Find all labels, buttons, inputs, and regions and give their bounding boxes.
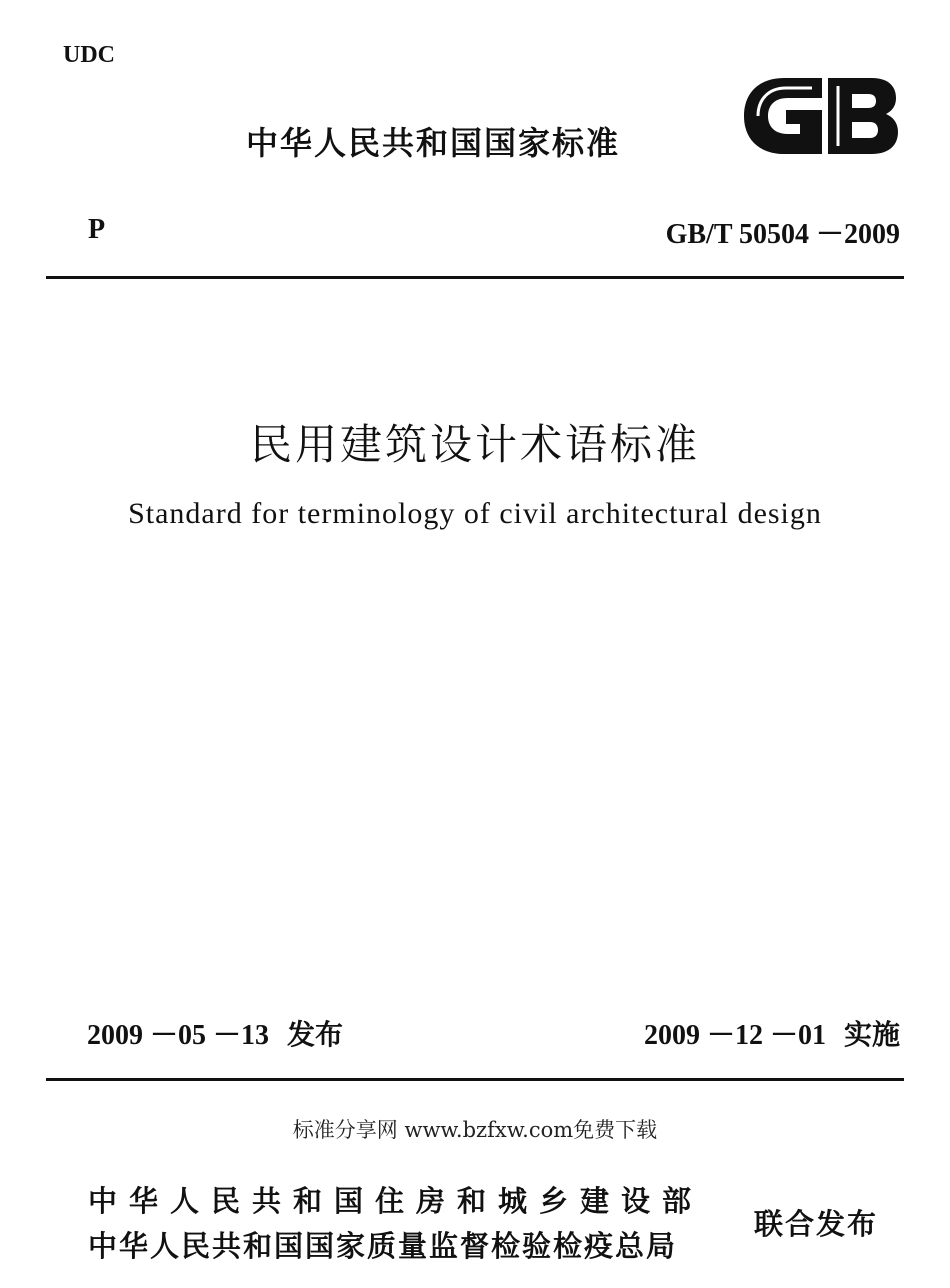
national-standard-heading: 中华人民共和国国家标准 (246, 124, 621, 162)
implementation-date-block (644, 1013, 900, 1053)
classification-code: P (88, 214, 106, 245)
english-title: Standard for terminology of civil architectural design (128, 497, 822, 530)
issue-label: 发布 (287, 1018, 344, 1051)
publisher-administration: 中华人民共和国国家质量监督检验检疫总局 (88, 1229, 678, 1263)
publisher-ministry: 中华人民共和国住房和城乡建设部 (88, 1184, 704, 1218)
issue-date: 2009 －05 －13 (87, 1020, 270, 1051)
implementation-label: 实施 (843, 1018, 900, 1051)
download-note: 标准分享网 www.bzfxw.com免费下载 (292, 1118, 658, 1142)
top-divider (46, 276, 904, 279)
bottom-divider (46, 1078, 904, 1081)
issue-date-block (87, 1013, 343, 1053)
chinese-title: 民用建筑设计术语标准 (249, 420, 700, 469)
implementation-date: 2009 －12 －01 (643, 1020, 826, 1051)
joint-release-label: 联合发布 (754, 1207, 879, 1241)
standard-number: GB/T 50504 －2009 (665, 219, 900, 250)
gb-logo (738, 74, 900, 158)
udc-label: UDC (63, 42, 115, 68)
